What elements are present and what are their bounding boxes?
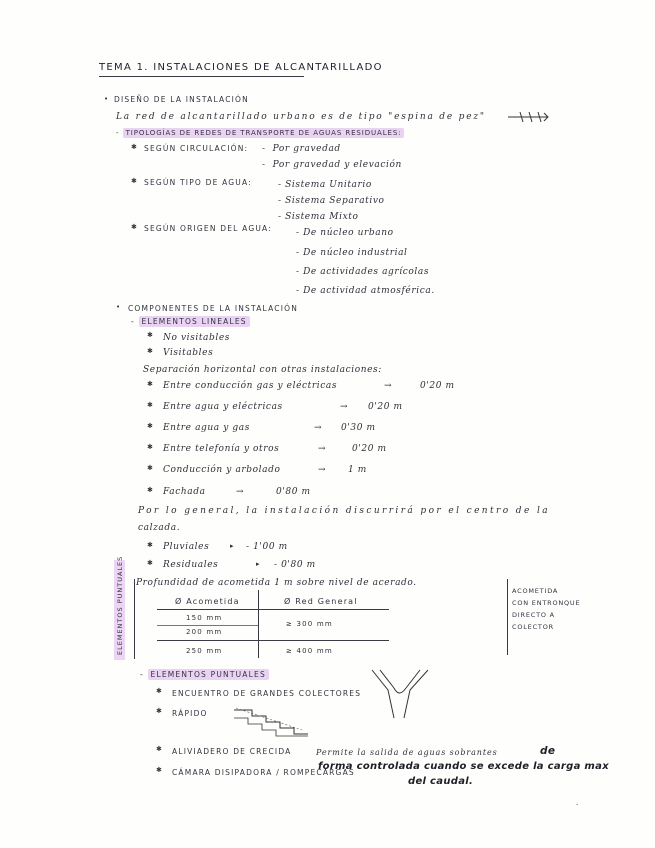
aliviadero-bold-2: forma controlada cuando se excede la carga max xyxy=(318,761,609,772)
table-header-acometida: Ø Acometida xyxy=(175,597,240,606)
aliviadero-bold-3: del caudal. xyxy=(408,776,474,787)
table-left-value-1: 150 mm xyxy=(186,614,223,622)
separacion-value-6: 0'80 m xyxy=(276,487,311,497)
profundidad-label-2: Residuales xyxy=(163,560,219,570)
star-bullet: ✱ xyxy=(156,687,162,695)
tipologias-highlight: TIPOLOGÍAS DE REDES DE TRANSPORTE DE AGUAS RESIDUALES: xyxy=(123,128,405,138)
table-left-value-2: 200 mm xyxy=(186,628,223,636)
origen-item-2: - De núcleo industrial xyxy=(296,248,408,258)
red-text: La red de alcantarillado urbano es de tipo "espina de pez" xyxy=(116,112,486,122)
star-bullet: ✱ xyxy=(147,401,153,409)
table-right-bracket xyxy=(507,579,508,655)
profundidad-label-1: Pluviales xyxy=(163,542,210,552)
arrow: → xyxy=(384,381,393,391)
separacion-value-2: 0'20 m xyxy=(368,402,403,412)
puntuales-highlight: ELEMENTOS PUNTUALES xyxy=(148,669,269,680)
separacion-label-2: Entre agua y eléctricas xyxy=(163,402,283,412)
tipo-agua-label: SEGÚN TIPO DE AGUA: xyxy=(144,178,252,187)
separacion-value-4: 0'20 m xyxy=(352,444,387,454)
profundidad-text: Profundidad de acometida 1 m sobre nivel de acerado. xyxy=(136,578,417,588)
page-title: TEMA 1. INSTALACIONES DE ALCANTARILLADO xyxy=(99,62,383,73)
separacion-label-3: Entre agua y gas xyxy=(163,423,250,433)
rapido-sketch xyxy=(232,704,310,740)
separacion-value-5: 1 m xyxy=(348,465,367,475)
star-bullet: ✱ xyxy=(131,143,137,151)
table-left-value-3: 250 mm xyxy=(186,647,223,655)
table-row-rule xyxy=(157,640,389,641)
page-corner-mark: . xyxy=(576,799,579,807)
star-bullet: ✱ xyxy=(156,766,162,774)
tipo-agua-item-2: - Sistema Separativo xyxy=(278,196,385,206)
star-bullet: ✱ xyxy=(147,464,153,472)
separacion-label-1: Entre conducción gas y eléctricas xyxy=(163,381,338,391)
origen-item-3: - De actividades agrícolas xyxy=(296,267,430,277)
fishbone-sketch xyxy=(508,111,550,123)
table-header-red: Ø Red General xyxy=(284,597,358,606)
separacion-label-4: Entre telefonía y otros xyxy=(163,444,280,454)
star-bullet: ✱ xyxy=(156,707,162,715)
bullet-dot: • xyxy=(116,303,121,311)
table-header-rule xyxy=(157,609,389,610)
star-bullet: ✱ xyxy=(147,380,153,388)
tipo-agua-item-3: - Sistema Mixto xyxy=(278,212,359,222)
lineales-heading: - ELEMENTOS LINEALES xyxy=(131,318,250,326)
star-bullet: ✱ xyxy=(147,443,153,451)
circulacion-item-1: - Por gravedad xyxy=(262,144,341,154)
diseno-heading: DISEÑO DE LA INSTALACIÓN xyxy=(114,95,249,104)
general-line-1: Por lo general, la instalación discurrirá por el centro de la xyxy=(138,506,550,516)
puntual-item-4: CÁMARA DISIPADORA / ROMPECARGAS xyxy=(172,768,355,777)
table-right-value-2: ≥ 400 mm xyxy=(286,647,333,655)
star-bullet: ✱ xyxy=(131,223,137,231)
componentes-heading: COMPONENTES DE LA INSTALACIÓN xyxy=(128,304,299,313)
acometida-note: ACOMETIDA CON ENTRONQUE DIRECTO A COLECTOR xyxy=(512,587,581,631)
aliviadero-desc: Permite la salida de aguas sobrantes xyxy=(316,748,498,757)
star-bullet: ✱ xyxy=(147,541,153,549)
separacion-value-3: 0'30 m xyxy=(341,423,376,433)
separacion-value-1: 0'20 m xyxy=(420,381,455,391)
table-bracket xyxy=(134,579,135,659)
triangle-marker: ▸ xyxy=(256,560,261,568)
lineal-item-1: No visitables xyxy=(163,333,230,343)
bullet-dot: • xyxy=(104,95,109,103)
arrow: → xyxy=(236,487,245,497)
star-bullet: ✱ xyxy=(131,177,137,185)
separacion-label-5: Conducción y arbolado xyxy=(163,465,281,475)
arrow: → xyxy=(318,444,327,454)
profundidad-value-2: - 0'80 m xyxy=(274,560,316,570)
origen-item-4: - De actividad atmosférica. xyxy=(296,286,435,296)
arrow: → xyxy=(318,465,327,475)
circulacion-label: SEGÚN CIRCULACIÓN: xyxy=(144,144,249,153)
aliviadero-bold-1: de xyxy=(540,745,556,757)
table-right-value-1: ≥ 300 mm xyxy=(286,620,333,628)
star-bullet: ✱ xyxy=(147,347,153,355)
star-bullet: ✱ xyxy=(147,331,153,339)
side-label: ELEMENTOS PUNTUALES xyxy=(116,555,124,655)
separacion-label-6: Fachada xyxy=(163,487,206,497)
title-underline xyxy=(99,76,304,77)
origen-item-1: - De núcleo urbano xyxy=(296,228,394,238)
puntuales-heading: - ELEMENTOS PUNTUALES xyxy=(140,671,269,679)
tipologias-heading: - TIPOLOGÍAS DE REDES DE TRANSPORTE DE AGUAS RESIDUALES: xyxy=(116,130,404,137)
triangle-marker: ▸ xyxy=(230,542,235,550)
table-vertical-rule xyxy=(258,590,259,658)
table-row-rule xyxy=(157,625,258,626)
colectores-sketch xyxy=(370,668,430,720)
general-line-2: calzada. xyxy=(138,523,181,533)
arrow: → xyxy=(340,402,349,412)
star-bullet: ✱ xyxy=(147,559,153,567)
star-bullet: ✱ xyxy=(147,422,153,430)
puntual-item-2: RÁPIDO xyxy=(172,709,208,718)
origen-label: SEGÚN ORIGEN DEL AGUA: xyxy=(144,224,272,233)
lineal-item-2: Visitables xyxy=(163,348,214,358)
separacion-title: Separación horizontal con otras instalaciones: xyxy=(143,365,382,375)
lineales-highlight: ELEMENTOS LINEALES xyxy=(139,316,250,327)
arrow: → xyxy=(314,423,323,433)
tipo-agua-item-1: - Sistema Unitario xyxy=(278,180,372,190)
puntual-item-1: ENCUENTRO DE GRANDES COLECTORES xyxy=(172,689,362,698)
puntual-item-3: ALIVIADERO DE CRECIDA xyxy=(172,747,292,756)
circulacion-item-2: - Por gravedad y elevación xyxy=(262,160,402,170)
profundidad-value-1: - 1'00 m xyxy=(246,542,288,552)
star-bullet: ✱ xyxy=(156,745,162,753)
star-bullet: ✱ xyxy=(147,486,153,494)
